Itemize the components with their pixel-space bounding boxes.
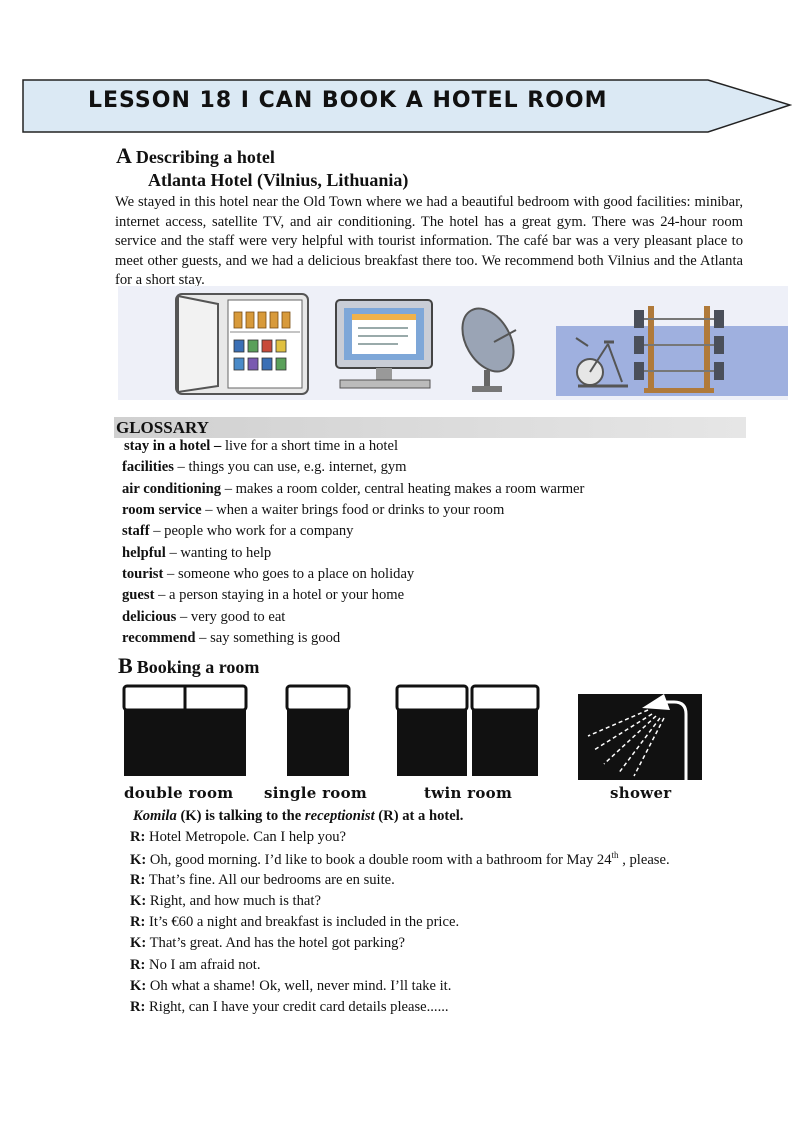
section-a-heading [116,143,275,169]
section-title: Booking a room [136,657,260,677]
glossary-term: air conditioning [122,481,222,497]
line-text: No I am afraid not. [145,957,261,973]
speaker: R: [130,829,146,845]
speaker: K: [130,851,147,868]
minibar-icon [176,294,308,394]
line-text: That’s fine. All our bedrooms are en suite. [145,872,395,888]
line-text: That’s great. And has the hotel got parking? [146,935,405,951]
single-bed-icon [287,686,349,776]
glossary-definition: live for a short time in a hotel [221,438,398,454]
room-label: single room [264,784,368,802]
glossary-item [122,459,407,476]
dialog-line [130,872,395,889]
dialog-line [130,893,321,910]
dialog-line [130,957,261,974]
glossary-item [124,438,398,455]
speaker: K: [130,978,147,994]
dialog-intro [133,808,463,825]
speaker: R: [130,957,146,973]
glossary-item [122,630,340,647]
speaker: R: [130,914,146,930]
room-label: twin room [424,784,513,802]
dialog-line [130,999,449,1016]
line-text: Oh what a shame! Ok, well, never mind. I’ll take it. [146,978,452,994]
room-label: double room [124,784,234,802]
character-name: Komila [133,808,177,824]
page-title: LESSON 18 I CAN BOOK A HOTEL ROOM [88,88,608,113]
glossary-item [122,502,504,519]
speaker: K: [130,935,147,951]
glossary-term: recommend [122,630,196,646]
glossary-title: GLOSSARY [116,418,209,437]
shower-icon [578,694,702,780]
glossary-item [122,481,584,498]
ordinal-suffix: th [611,850,619,860]
glossary-definition: – very good to eat [176,609,286,625]
glossary-item [122,609,285,626]
hotel-name: Atlanta Hotel (Vilnius, Lithuania) [148,170,409,190]
section-b-heading [118,653,259,679]
facilities-image-strip [118,286,788,400]
twin-beds-icon [397,686,538,776]
double-bed-icon [124,686,246,776]
glossary-definition: – someone who goes to a place on holiday [163,566,415,582]
line-text: Oh, good morning. I’d like to book a double room with a bathroom for May 24 [146,851,612,868]
dialog-line [130,914,459,931]
line-text: Hotel Metropole. Can I help you? [145,829,347,845]
computer-icon [336,300,432,388]
glossary-definition: – say something is good [195,630,341,646]
satellite-dish-icon [452,300,524,392]
glossary-term: room service [122,502,202,518]
dialog-intro-text: (R) at a hotel. [374,808,464,824]
glossary-term: delicious [122,609,177,625]
dialog-intro-text: (K) is talking to the [176,808,305,824]
dialog-line [130,829,346,846]
dialog-line [130,935,405,952]
intro-paragraph: We stayed in this hotel near the Old Town where we had a beautiful bedroom with good facilities: minibar, internet access, satellite TV, and air conditioning. The hotel has a great gym. There was 24-hour room service and the staff were very helpful with tourist information. The café bar was a very pleasant place to meet other guests, and we had a delicious breakfast there too. We recommend both Vilnius and the Atlanta for a short stay. [115,194,743,289]
line-text: It’s €60 a night and breakfast is included in the price. [145,914,460,930]
glossary-definition: – when a waiter brings food or drinks to your room [201,502,505,518]
glossary-item [122,523,353,540]
glossary-term: guest [122,587,155,603]
section-letter: A [116,143,132,168]
speaker: R: [130,872,146,888]
glossary-definition: – makes a room colder, central heating makes a room warmer [221,481,585,497]
line-text: Right, and how much is that? [146,893,321,909]
glossary-definition: – people who work for a company [149,523,354,539]
room-label: shower [610,784,672,802]
glossary-term: staff [122,523,150,539]
glossary-term: stay in a hotel – [124,438,222,454]
section-title: Describing a hotel [135,147,275,167]
glossary-definition: – things you can use, e.g. internet, gym [173,459,407,475]
section-letter: B [118,653,133,678]
glossary-item [122,545,271,562]
speaker: K: [130,893,147,909]
glossary-term: helpful [122,545,166,561]
glossary-term: facilities [122,459,174,475]
speaker: R: [130,999,146,1015]
glossary-definition: – wanting to help [165,545,272,561]
dialog-line [130,850,670,869]
glossary-term: tourist [122,566,164,582]
line-text-end: , please. [618,851,670,868]
line-text: Right, can I have your credit card details please...... [145,999,449,1015]
glossary-definition: – a person staying in a hotel or your home [154,587,405,603]
glossary-item [122,587,404,604]
glossary-item [122,566,414,583]
role-name: receptionist [304,808,375,824]
dialog-line [130,978,451,995]
